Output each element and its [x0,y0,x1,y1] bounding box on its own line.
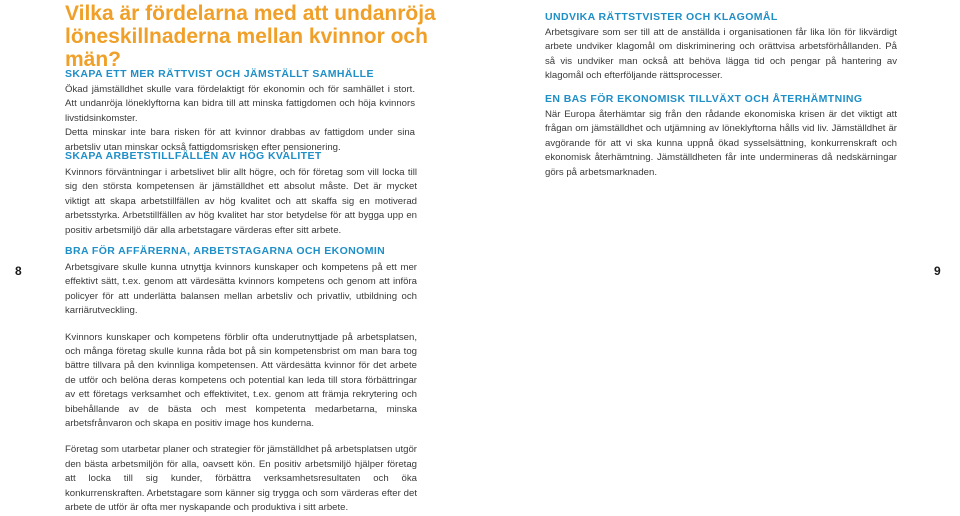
section-business-benefits [65,245,417,516]
section-avoid-disputes [545,11,897,84]
section-paragraph: Företag som utarbetar planer och strategier för jämställdhet på arbetsplatsen utgör den bästa arbetsmiljön för alla, oavsett kön. En positiv arbetsmiljö hjälper företag att locka till sig kunder, förbättra verksamhetsresultaten och öka konkurrenskraften. Arbetstagare som känner sig trygga och som värderas efter det arbete de utför är ofta mer nyskapande och produktiva i sitt arbete. [65,444,417,514]
section-heading: BRA FÖR AFFÄRERNA, ARBETSTAGARNA OCH EKONOMIN [65,245,386,257]
section-heading: UNDVIKA RÄTTSTVISTER OCH KLAGOMÅL [545,11,778,23]
section-paragraph: Kvinnors förväntningar i arbetslivet blir allt högre, och för företag som vill locka till sig den största kompetensen är jämställdhet ett absolut måste. Det är mycket viktigt att skapa arbetstillfällen av hög kvalitet och att skaffa sig en motiverad arbetsstyrka. Arbetstillfällen av hög kvalitet har stor betydelse för att bygga upp en positiv arbetsmiljö där alla arbetstagare värderas efter sitt arbete. [65,167,417,236]
section-economic-growth [545,93,897,180]
section-paragraph: Arbetsgivare skulle kunna utnyttja kvinnors kunskaper och kompetens på ett mer effektivt sätt, t.ex. genom att värdesätta kvinnors kompetens och genom att införa policyer för att underlätta balansen mellan arbetsliv och privatliv, utbildning och karriärutveckling. [65,262,417,317]
section-fair-society [65,68,415,155]
section-heading: SKAPA ETT MER RÄTTVIST OCH JÄMSTÄLLT SAMHÄLLE [65,68,374,80]
section-paragraph: Ökad jämställdhet skulle vara fördelaktigt för ekonomin och för samhället i stort. Att undanröja löneklyftorna kan bidra till att minska fattigdomen och höja kvinnors livstidsinkomster. [65,84,415,124]
section-heading: EN BAS FÖR EKONOMISK TILLVÄXT OCH ÅTERHÄMTNING [545,93,863,105]
section-paragraph: Detta minskar inte bara risken för att kvinnor drabbas av fattigdom under sina arbetsliv utan minskar också fattigdomsrisken efter pensionering. [65,127,415,153]
page-number-left: 8 [15,264,22,278]
section-heading: SKAPA ARBETSTILLFÄLLEN AV HÖG KVALITET [65,150,322,162]
section-paragraph: När Europa återhämtar sig från den rådande ekonomiska krisen är det viktigt att frågan om jämställdhet och utjämning av löneklyftorna hålls vid liv. Jämställdhet är avgörande för att vi ska kunna uppnå ökad sysselsättning, konkurrenskraft och ekonomisk återhämtning. Jämställdheten får inte undermineras då nedskärningar görs på arbetsmarknaden. [545,109,897,178]
section-quality-jobs [65,150,417,238]
section-paragraph: Kvinnors kunskaper och kompetens förblir ofta underutnyttjade på arbetsplatsen, och många företag skulle kunna råda bot på sin kompetensbrist om man bara tog bättre tillvara på den kvinnliga kompetensen. Att värdesätta kvinnor för det arbete de utför och belöna deras kompetens och potential kan leda till stora förbättringar av ett företags verksamhet och effektivitet, t.ex. genom att främja rekrytering och bibehållande av de bästa och mest kompetenta medarbetarna, minska arbetsfrånvaron och skapa en positiv image hos kunderna. [65,331,417,430]
section-paragraph: Arbetsgivare som ser till att de anställda i organisationen får lika lön för likvärdigt arbete undviker klagomål om diskriminering och orättvisa arbetsförhållanden. På så vis undviker man också att behöva lägga tid och pengar på hantering av klagomål och efterföljande rättsprocesser. [545,27,897,82]
page-number-right: 9 [934,264,941,278]
page-title: Vilka är fördelarna med att undanröja löneskillnaderna mellan kvinnor och män? [65,2,436,71]
